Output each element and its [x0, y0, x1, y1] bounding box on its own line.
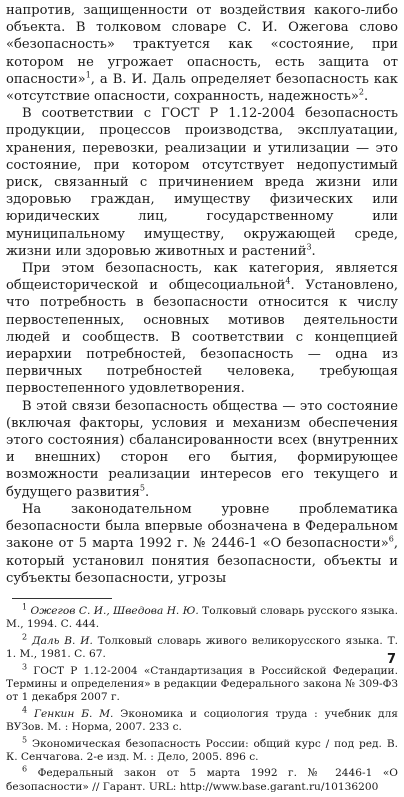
footnote-1: $^1$ Ожегов С. И., Шведова Н. Ю. Толковый словарь русского языка. М., 1994. С. 444. [6, 602, 398, 631]
footnote-2: $^2$ Даль В. И. Толковый словарь живого великорусского языка. Т. 1. М., 1981. С. 67. [6, 632, 398, 661]
footnote-ref-3: 3 [306, 242, 312, 252]
paragraph-1: напротив, защищенности от воздействия какого-либо объекта. В толковом словаре С. И. Ожегова слово «безопасность» трактуется как «состояние, при котором не угрожает опасность, есть защита от опасности»$^1$, а В. И. Даль определяет безопасность как «отсутствие опасности, сохранность, надежность»$^2$. [6, 3, 398, 105]
footnote-6: $^6$ Федеральный закон от 5 марта 1992 г. № 2446-1 «О безопасности» // Гарант. URL: http://www.base.garant.ru/10136200 [6, 764, 398, 793]
footnote-6-link: Федеральный закон от 5 марта 1992 г. № 2446-1 «О безопасности» // Гарант. URL: http://www.base.garant.ru/10136200 [6, 767, 398, 793]
page-body [6, 2, 398, 797]
paragraph-3: При этом безопасность, как категория, является общеисторической и общесоциальной$^4$. Установлено, что потребность в безопасности относится к числу первостепенных, основных мотивов деятельности людей и сообществ. В соответствии с концепцией иерархии потребностей, безопасность — одна из первичных потребностей человека, требующая первостепенного удовлетворения. [6, 261, 398, 397]
footnote-ref-1: 1 [85, 70, 91, 80]
footnote-ref-2: 2 [358, 87, 364, 97]
footnote-ref-5: 5 [139, 483, 145, 493]
footnote-4: $^4$ Генкин Б. М. Экономика и социология труда : учебник для ВУЗов. М. : Норма, 2007. 233 с. [6, 705, 398, 734]
paragraph-2: В соответствии с ГОСТ Р 1.12-2004 безопасность продукции, процессов производства, эксплуатации, хранения, перевозки, реализации и утилизации — это состояние, при котором отсутствует недопустимый риск, связанный с причинением вреда жизни или здоровью граждан, имуществу физических или юридических лиц, государственному или муниципальному имуществу, окружающей среде, жизни или здоровью животных и растений$^3$. [6, 106, 398, 259]
footnote-5: $^5$ Экономическая безопасность России: общий курс / под ред. В. К. Сенчагова. 2-е изд. М. : Дело, 2005. 896 с. [6, 735, 398, 763]
footnote-3: $^3$ ГОСТ Р 1.12-2004 «Стандартизация в Российской Федерации. Термины и определения» в редакции Федерального закона № 309-ФЗ от 1 декабря 2007 г. [6, 662, 398, 704]
footnote-ref-6: 6 [388, 534, 394, 544]
footnote-ref-4: 4 [285, 276, 291, 286]
paragraph-4: В этой связи безопасность общества — это состояние (включая факторы, условия и механизм обеспечения этого состояния) сбалансированности всех (внутренних и внешних) сторон его бытия, формирующее возможности реализации интересов его текущего и будущего развития$^5$. [6, 398, 398, 500]
footnotes [6, 602, 398, 794]
page-number: 7 [386, 652, 396, 667]
paragraph-5: На законодательном уровне проблематика безопасности была впервые обозначена в Федеральном законе от 5 марта 1992 г. № 2446-1 «О безопасности»$^6$, который установил понятия безопасности, объекты и субъекты безопасности, угрозы [6, 501, 398, 586]
footnote-separator [12, 598, 112, 599]
